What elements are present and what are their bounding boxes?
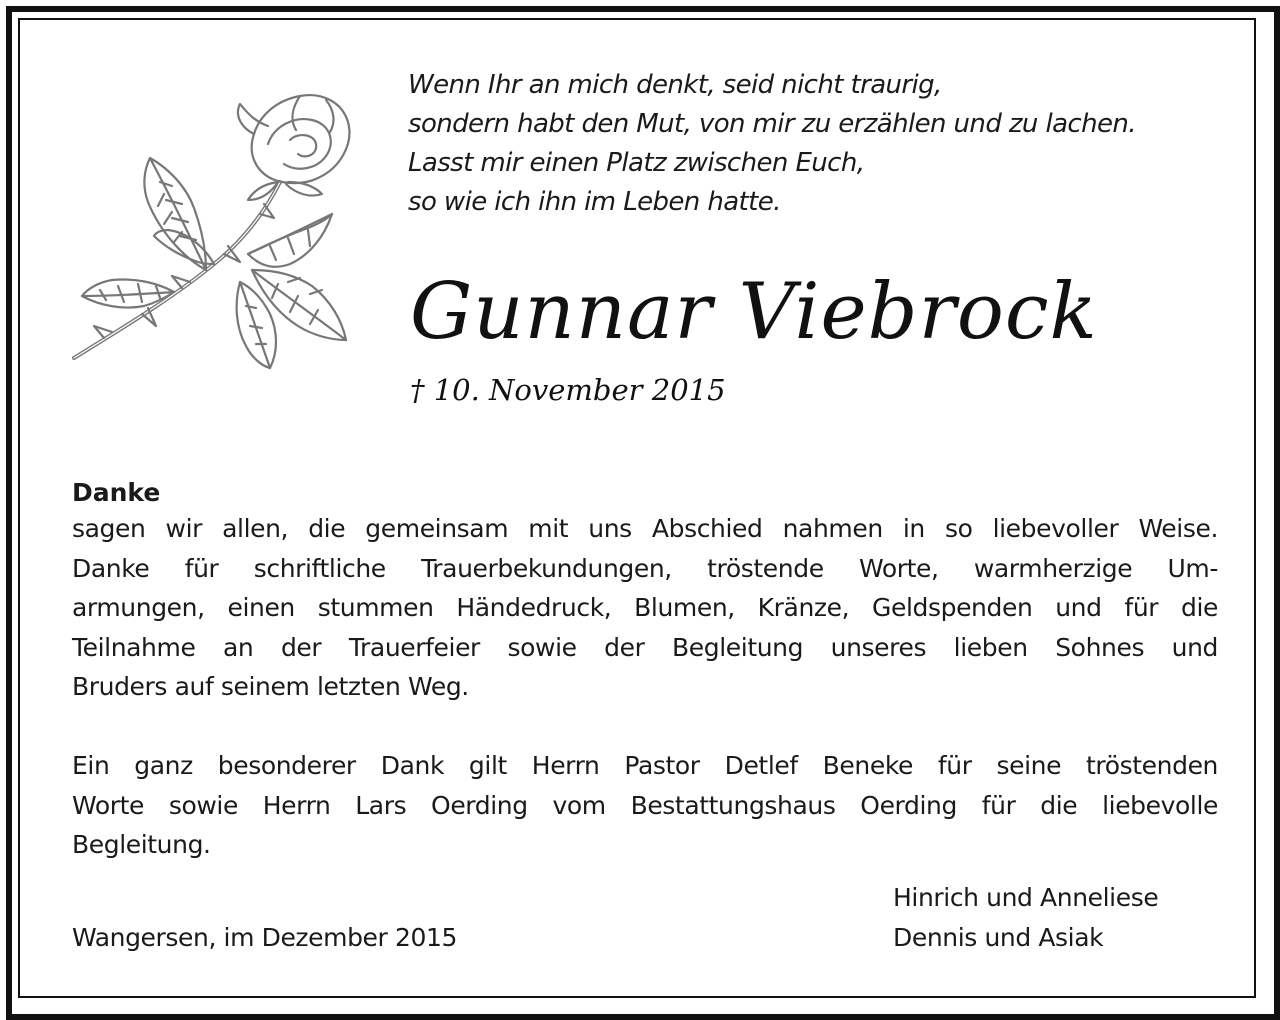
text-line: Teilnahme an der Trauerfeier sowie der Begleitung unseres lieben Sohnes und [72, 632, 1218, 662]
thanks-paragraph-2 [72, 746, 1218, 865]
text-line: Ein ganz besonderer Dank gilt Herrn Pastor Detlef Beneke für seine tröstenden [72, 751, 1218, 780]
text-line: sagen wir allen, die gemeinsam mit uns Abschied nahmen in so liebevoller Weise. [72, 514, 1218, 543]
quote-line: Wenn Ihr an mich denkt, seid nicht traurig, [408, 70, 942, 100]
memorial-quote [408, 66, 1238, 222]
deceased-name: Gunnar Viebrock [410, 267, 1098, 357]
text-line: Danke für schriftliche Trauerbekundungen, tröstende Worte, warmherzige Um- [72, 553, 1218, 583]
signature-line: Hinrich und Anneliese [893, 883, 1159, 912]
signature-line: Dennis und Asiak [893, 923, 1104, 952]
quote-line: sondern habt den Mut, von mir zu erzählen und zu lachen. [408, 109, 1136, 139]
thanks-heading: Danke [72, 478, 161, 507]
death-date: † 10. November 2015 [410, 373, 726, 407]
rose-icon [64, 82, 356, 378]
place-date: Wangersen, im Dezember 2015 [72, 923, 457, 952]
quote-line: so wie ich ihn im Leben hatte. [408, 187, 781, 217]
quote-line: Lasst mir einen Platz zwischen Euch, [408, 148, 865, 178]
signatures [893, 878, 1158, 958]
thanks-paragraph-1 [72, 509, 1218, 707]
text-line: Worte sowie Herrn Lars Oerding vom Bestattungshaus Oerding für die liebevolle [72, 790, 1218, 820]
text-line: Begleitung. [72, 830, 211, 859]
text-line: armungen, einen stummen Händedruck, Blumen, Kränze, Geldspenden und für die [72, 593, 1218, 622]
text-line: Bruders auf seinem letzten Weg. [72, 672, 469, 701]
